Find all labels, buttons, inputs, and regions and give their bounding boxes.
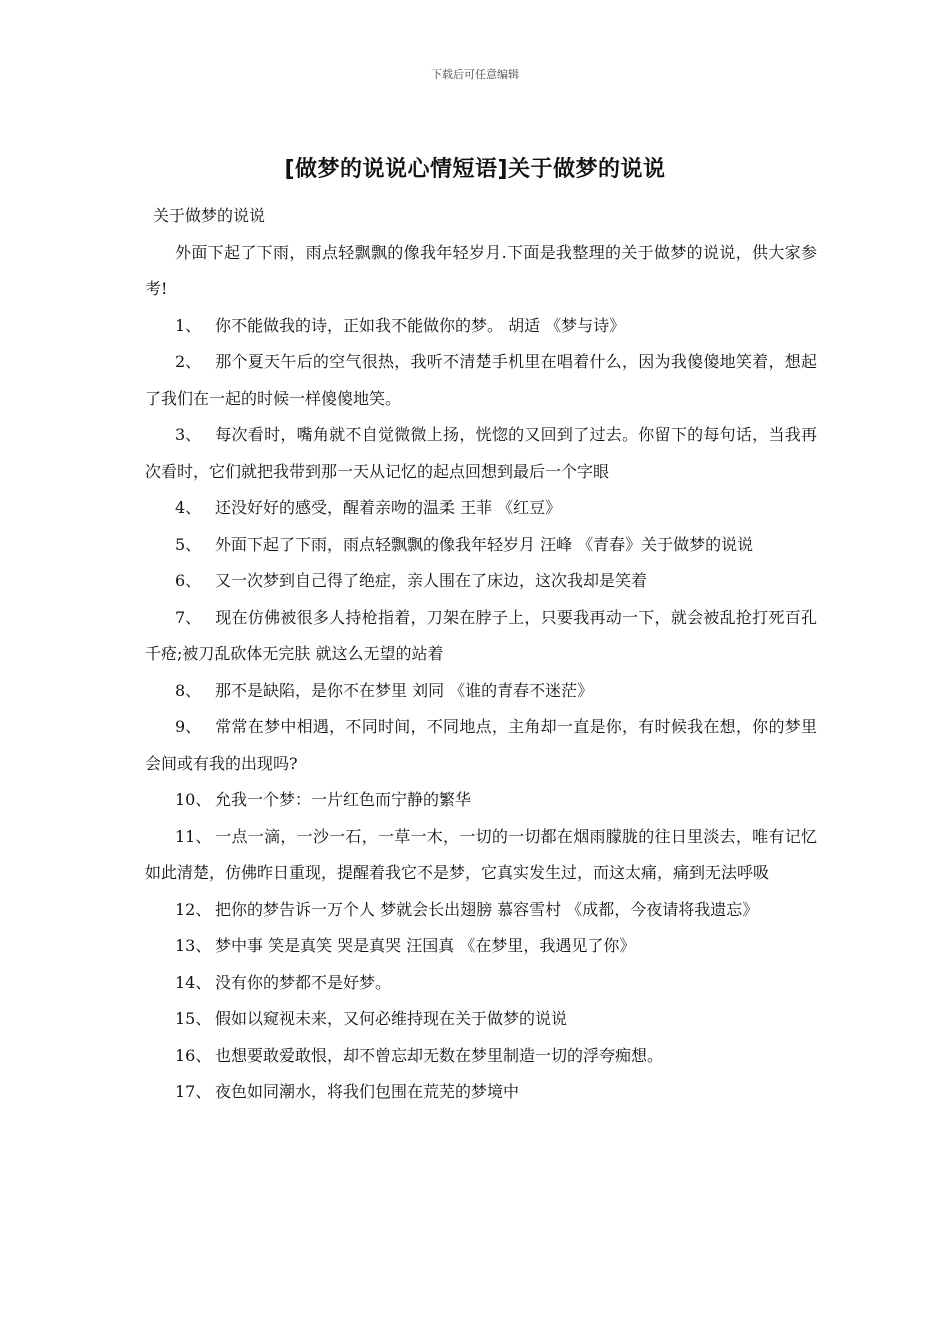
item-text: 你不能做我的诗，正如我不能做你的梦。 胡适 《梦与诗》 — [215, 315, 626, 335]
subtitle: 关于做梦的说说 — [153, 206, 266, 225]
intro-paragraph: 外面下起了下雨，雨点轻飘飘的像我年轻岁月.下面是我整理的关于做梦的说说，供大家参考! — [145, 242, 817, 298]
list-item — [145, 527, 817, 564]
item-number: 6、 — [175, 571, 202, 590]
item-text: 还没好好的感受，醒着亲吻的温柔 王菲 《红豆》 — [215, 498, 562, 517]
list-item — [145, 1001, 817, 1038]
list-item — [145, 709, 817, 782]
item-text: 梦中事 笑是真笑 哭是真哭 汪国真 《在梦里，我遇见了你》 — [215, 936, 636, 955]
item-number: 15、 — [175, 1009, 212, 1028]
list-item — [145, 417, 817, 490]
item-number: 5、 — [175, 534, 202, 554]
item-text: 夜色如同潮水，将我们包围在荒芜的梦境中 — [215, 1082, 520, 1101]
item-number: 3、 — [175, 425, 202, 444]
item-text: 也想要敢爱敢恨，却不曾忘却无数在梦里制造一切的浮夸痴想。 — [215, 1045, 664, 1065]
list-item — [145, 563, 817, 600]
list-item — [145, 782, 817, 819]
item-number: 4、 — [175, 498, 202, 517]
list-item — [145, 892, 817, 929]
list-item — [145, 673, 817, 710]
item-number: 17、 — [175, 1082, 212, 1101]
item-text: 常常在梦中相遇，不同时间，不同地点，主角却一直是你，有时候我在想，你的梦里会间或有我的出现吗? — [145, 717, 817, 773]
document-title: [做梦的说说心情短语]关于做梦的说说 — [284, 157, 666, 182]
list-item — [145, 344, 817, 417]
item-text: 每次看时，嘴角就不自觉微微上扬，恍惚的又回到了过去。你留下的每句话，当我再次看时，它们就把我带到那一天从记忆的起点回想到最后一个字眼 — [145, 425, 817, 481]
item-text: 没有你的梦都不是好梦。 — [215, 972, 392, 992]
item-number: 16、 — [175, 1045, 212, 1065]
item-number: 11、 — [175, 826, 212, 846]
item-text: 那个夏天午后的空气很热，我听不清楚手机里在唱着什么，因为我傻傻地笑着，想起了我们在一起的时候一样傻傻地笑。 — [145, 352, 817, 408]
document-body — [145, 198, 817, 1111]
list-item — [145, 928, 817, 965]
list-item — [145, 1074, 817, 1111]
list-item — [145, 490, 817, 527]
item-number: 9、 — [175, 717, 202, 736]
item-number: 12、 — [175, 899, 212, 919]
list-item — [145, 1038, 817, 1075]
item-number: 14、 — [175, 972, 212, 992]
list-item — [145, 600, 817, 673]
item-text: 又一次梦到自己得了绝症，亲人围在了床边，这次我却是笑着 — [215, 571, 648, 590]
list-item — [145, 308, 817, 345]
item-text: 现在仿佛被很多人持枪指着，刀架在脖子上，只要我再动一下，就会被乱抢打死百孔千疮;被刀乱砍体无完肤 就这么无望的站着 — [145, 607, 817, 663]
item-number: 10、 — [175, 790, 212, 809]
item-number: 8、 — [175, 680, 202, 700]
item-text: 一点一滴，一沙一石，一草一木，一切的一切都在烟雨朦胧的往日里淡去，唯有记忆如此清楚，仿佛昨日重现，提醒着我它不是梦，它真实发生过，而这太痛，痛到无法呼吸 — [145, 826, 817, 882]
item-number: 13、 — [175, 936, 212, 955]
list-item — [145, 819, 817, 892]
quote-list — [145, 308, 817, 1111]
item-number: 7、 — [175, 607, 202, 627]
item-text: 那不是缺陷，是你不在梦里 刘同 《谁的青春不迷茫》 — [215, 680, 594, 700]
page-header: 下载后可任意编辑 — [431, 68, 519, 81]
item-text: 假如以窥视未来，又何必维持现在关于做梦的说说 — [215, 1009, 568, 1028]
item-number: 1、 — [175, 315, 202, 335]
item-text: 外面下起了下雨，雨点轻飘飘的像我年轻岁月 汪峰 《青春》关于做梦的说说 — [215, 534, 754, 554]
list-item — [145, 965, 817, 1002]
item-number: 2、 — [175, 352, 202, 371]
item-text: 把你的梦告诉一万个人 梦就会长出翅膀 慕容雪村 《成都，今夜请将我遗忘》 — [215, 899, 759, 919]
item-text: 允我一个梦：一片红色而宁静的繁华 — [215, 790, 472, 809]
